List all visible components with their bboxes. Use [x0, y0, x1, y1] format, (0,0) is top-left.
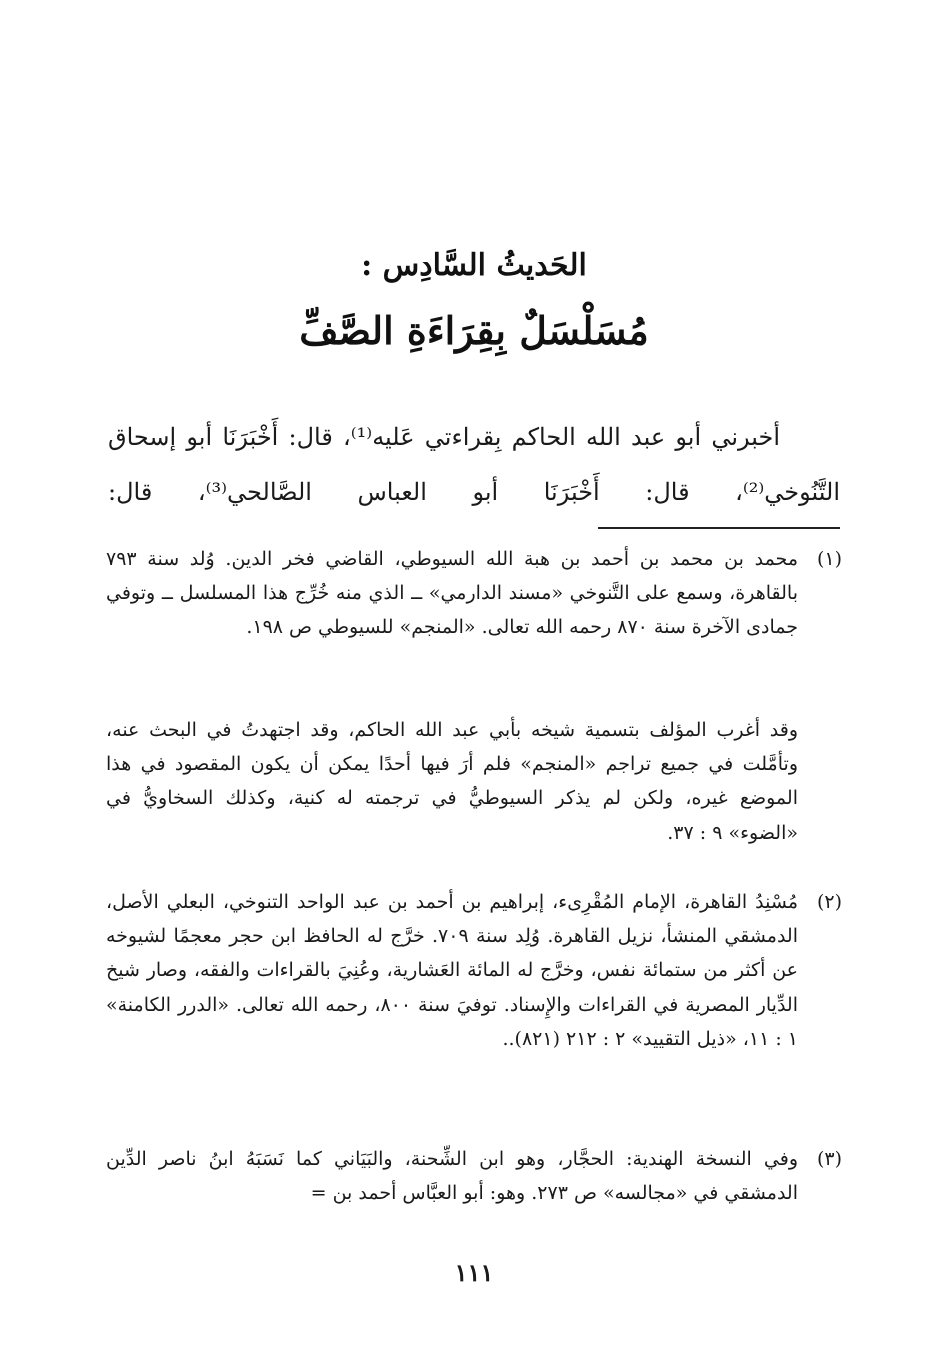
- footnote-number: (٢): [816, 891, 842, 913]
- main-paragraph: أخبرني أبو عبد الله الحاكم بِقراءتي عَليه⁽¹⁾، قال: أَخْبَرَنَا أبو إسحاق التَّنُوخي⁽²⁾، قال: أَخْبَرَنَا أبو العباس الصَّالحي⁽³⁾، قال:: [108, 423, 840, 506]
- footnote-1: [106, 542, 842, 713]
- footnotes: [106, 542, 842, 1222]
- footnote-number: (٣): [816, 1148, 842, 1170]
- footnote-1-continuation: وقد أغرب المؤلف بتسمية شيخه بأبي عبد الله الحاكم، وقد اجتهدتُ في البحث عنه، وتأمَّلت في جميع تراجم «المنجم» فلم أرَ فيها أحدًا يمكن أن يكون المقصود في هذا الموضع غيره، ولكن لم يذكر السيوطيُّ في ترجمته له كنية، وكذلك السخاويُّ في «الضوء» ٩ : ٣٧.: [106, 719, 798, 844]
- main-text: [108, 410, 840, 520]
- hadith-title: مُسَلْسَلٌ بِقِرَاءَةِ الصَّفِّ: [299, 308, 649, 353]
- footnote-text: وفي النسخة الهندية: الحجَّار، وهو ابن الشِّحنة، والبَيَاني كما نَسَبَهُ ابنُ ناصر الدِّين الدمشقي في «مجالسه» ص ٢٧٣. وهو: أبو العبَّاس أحمد بن =: [106, 1148, 798, 1205]
- footnote-2: [106, 885, 842, 1142]
- page-number: ١١١: [454, 1258, 494, 1287]
- footnote-text: مُسْنِدُ القاهرة، الإمام المُقْرِىء، إبراهيم بن أحمد بن عبد الواحد التنوخي، البعلي الأصل، الدمشقي المنشأ، نزيل القاهرة. وُلِد سنة ٧٠٩. خرَّج له الحافظ ابن حجر معجمًا لشيوخه عن أكثر من ستمائة نفس، وخرَّج له المائة العَشارية، وعُنِيَ بالقراءات والفقه، وصار شيخ الدِّيار المصرية في القراءات والإِسناد. توفيَ سنة ٨٠٠، رحمه الله تعالى. «الدرر الكامنة» ١ : ١١، «ذيل التقييد» ٢ : ٢١٢ (٨٢١)..: [106, 891, 798, 1050]
- footnote-separator: [598, 527, 840, 529]
- footnote-3: [106, 1142, 842, 1222]
- footnote-text: محمد بن محمد بن أحمد بن هبة الله السيوطي، القاضي فخر الدين. وُلد سنة ٧٩٣ بالقاهرة، وسمع على التَّنوخي «مسند الدارمي» ــ الذي منه خُرِّج هذا المسلسل ــ وتوفي جمادى الآخرة سنة ٨٧٠ رحمه الله تعالى. «المنجم» للسيوطي ص ١٩٨.: [106, 548, 798, 639]
- section-heading: الحَديثُ السَّادِس :: [361, 248, 587, 283]
- footnote-number: (١): [816, 548, 842, 570]
